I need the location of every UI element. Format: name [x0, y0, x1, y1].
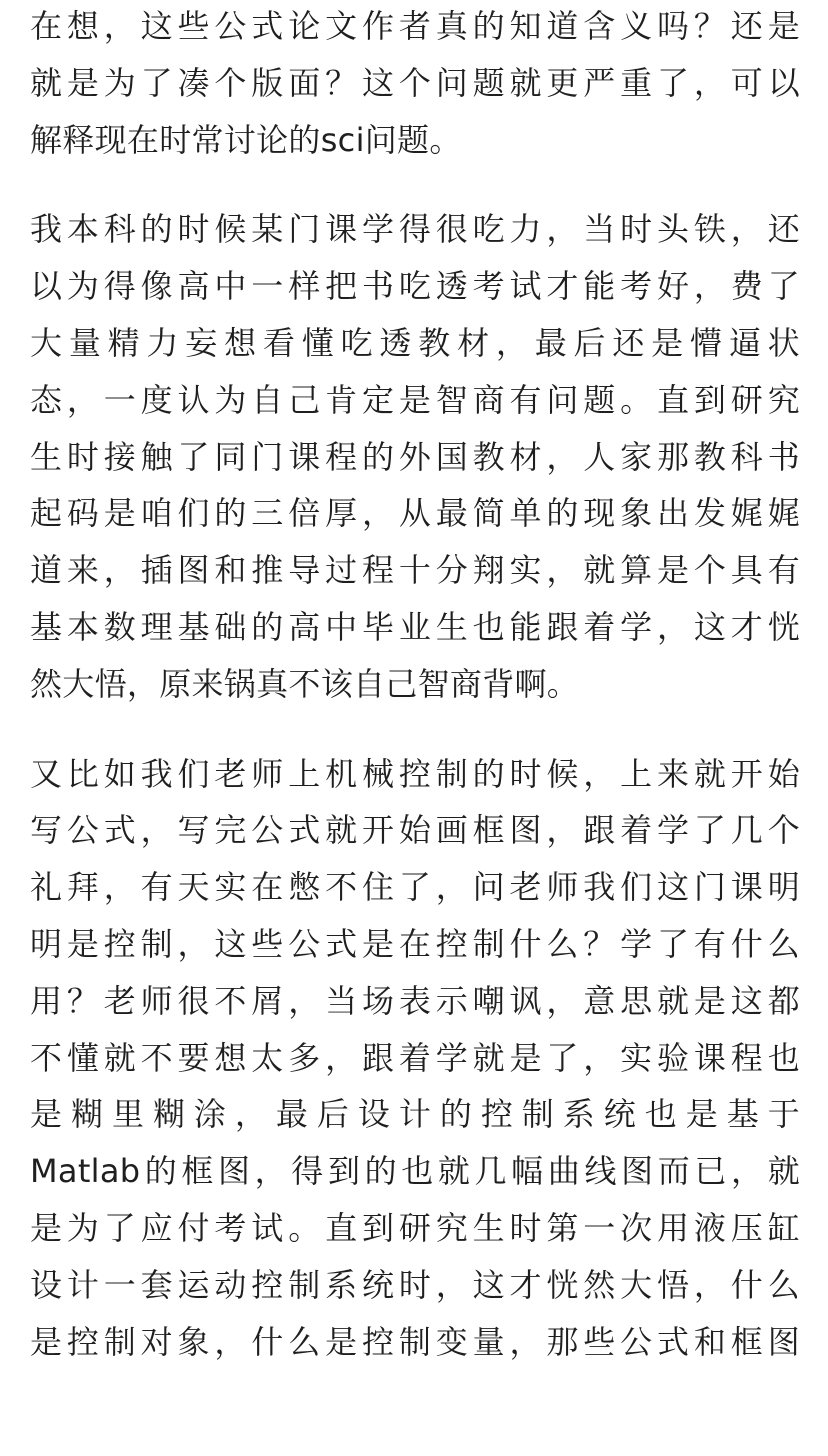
text-line: Matlab的框图，得到的也就几幅曲线图而已，就: [30, 1152, 800, 1191]
text-line: 大量精力妄想看懂吃透教材，最后还是懵逼状: [30, 323, 800, 362]
text-line: 礼拜，有天实在憋不住了，问老师我们这门课明: [30, 868, 800, 907]
paragraph-3: [30, 746, 800, 1371]
text-line: 设计一套运动控制系统时，这才恍然大悟，什么: [30, 1265, 800, 1304]
text-line: 是为了应付考试。直到研究生时第一次用液压缸: [30, 1208, 800, 1247]
text-line: 起码是咱们的三倍厚，从最简单的现象出发娓娓: [30, 494, 800, 533]
text-line: 然大悟，原来锅真不该自己智商背啊。: [30, 664, 580, 703]
text-line: 是控制对象，什么是控制变量，那些公式和框图: [30, 1322, 800, 1361]
paragraph-1: [30, 0, 800, 168]
paragraph-2: [30, 201, 800, 712]
text-line: 生时接触了同门课程的外国教材，人家那教科书: [30, 437, 800, 476]
text-line: 就是为了凑个版面？这个问题就更严重了，可以: [30, 63, 800, 102]
text-line: 解释现在时常讨论的sci问题。: [30, 120, 462, 159]
article-body: [30, 0, 800, 1403]
text-line: 用？老师很不屑，当场表示嘲讽，意思就是这都: [30, 981, 800, 1020]
text-line: 我本科的时候某门课学得很吃力，当时头铁，还: [30, 210, 800, 249]
text-line: 基本数理基础的高中毕业生也能跟着学，这才恍: [30, 607, 800, 646]
text-line: 态，一度认为自己肯定是智商有问题。直到研究: [30, 380, 800, 419]
text-line: 不懂就不要想太多，跟着学就是了，实验课程也: [30, 1038, 800, 1077]
text-line: 又比如我们老师上机械控制的时候，上来就开始: [30, 754, 800, 793]
text-line: 以为得像高中一样把书吃透考试才能考好，费了: [30, 267, 800, 306]
text-line: 写公式，写完公式就开始画框图，跟着学了几个: [30, 811, 800, 850]
text-line: 明是控制，这些公式是在控制什么？学了有什么: [30, 924, 800, 963]
text-line: 是糊里糊涂，最后设计的控制系统也是基于: [30, 1095, 800, 1134]
text-line: 道来，插图和推导过程十分翔实，就算是个具有: [30, 551, 800, 590]
text-line: 在想，这些公式论文作者真的知道含义吗？还是: [30, 7, 800, 45]
